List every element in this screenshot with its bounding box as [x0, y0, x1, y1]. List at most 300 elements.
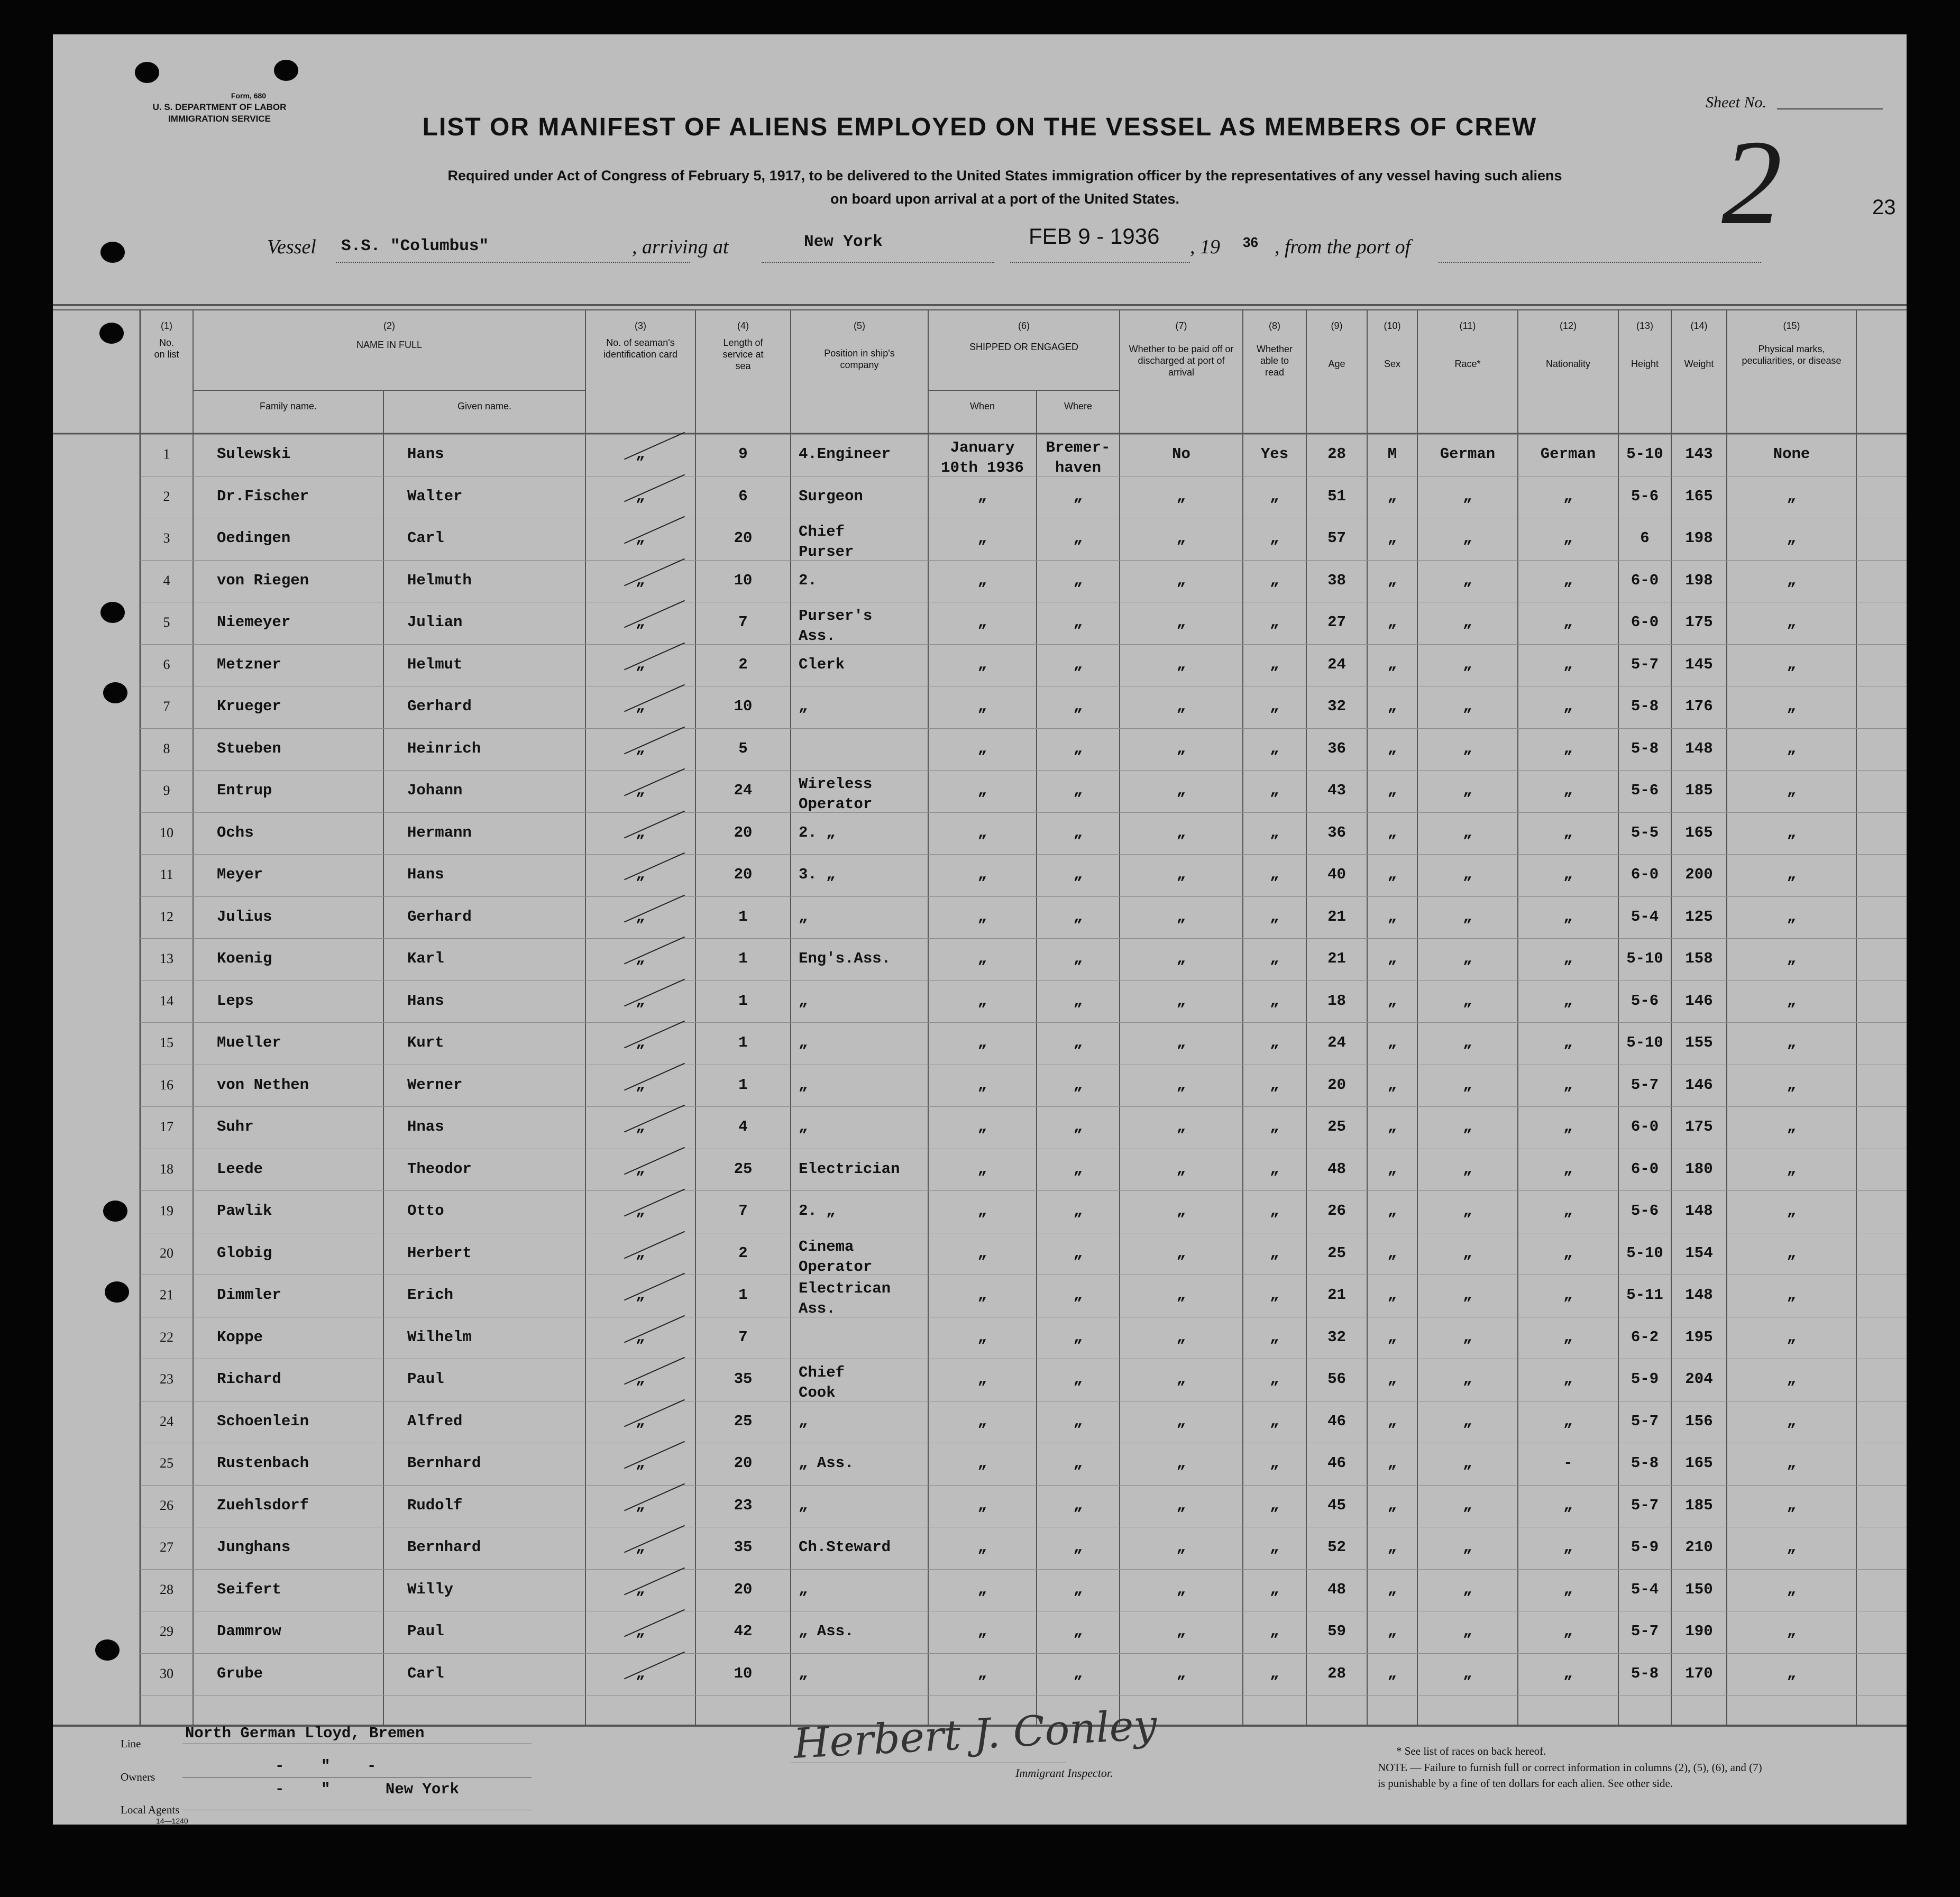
cell-position-line-2: Purser	[799, 543, 854, 561]
cell-shipped-when: „	[977, 655, 987, 673]
cell-paid-off: „	[1176, 866, 1186, 883]
cell-number: 30	[160, 1665, 173, 1681]
cell-given-name: Bernhard	[407, 1454, 481, 1472]
cell-physical-marks: „	[1787, 698, 1797, 715]
cell-sex: „	[1387, 1244, 1397, 1262]
from-port-label: , from the port of	[1275, 236, 1411, 258]
cell-physical-marks: „	[1787, 992, 1797, 1010]
cell-height: 6-0	[1631, 866, 1659, 883]
page-title: LIST OR MANIFEST OF ALIENS EMPLOYED ON THE VESSEL AS MEMBERS OF CREW	[422, 113, 1537, 141]
cell-shipped-where: „	[1073, 739, 1083, 757]
date-line	[1010, 262, 1190, 263]
cell-given-name: Carl	[407, 529, 444, 547]
cell-height: 5-11	[1626, 1286, 1663, 1304]
col-label: Physical marks, peculiarities, or disease	[1742, 344, 1842, 366]
cell-height: 5-7	[1631, 1623, 1659, 1640]
cell-race: „	[1463, 1118, 1472, 1135]
cell-weight: 210	[1685, 1538, 1713, 1556]
cell-sex: M	[1387, 445, 1397, 463]
cell-paid-off: No	[1172, 445, 1190, 463]
cell-service-length: 35	[734, 1538, 753, 1556]
cell-position-line-2: Cook	[799, 1384, 836, 1401]
cell-number: 12	[160, 909, 173, 924]
col-number: (11)	[1459, 320, 1476, 331]
cell-service-length: 1	[738, 1076, 748, 1094]
line-value: North German Lloyd, Bremen	[185, 1725, 425, 1742]
cell-weight: 158	[1685, 950, 1713, 967]
cell-service-length: 10	[734, 571, 753, 589]
cell-position: Purser's	[799, 607, 873, 625]
cell-able-to-read: Yes	[1260, 445, 1289, 463]
cell-able-to-read: „	[1270, 613, 1279, 631]
cell-position: „	[799, 698, 808, 715]
cell-family-name: Sulewski	[217, 445, 291, 463]
cell-paid-off: „	[1176, 1034, 1186, 1051]
col-number: (7)	[1175, 320, 1187, 331]
cell-nationality: „	[1563, 487, 1573, 505]
cell-shipped-where: „	[1073, 782, 1083, 799]
cell-sex: „	[1387, 1412, 1397, 1430]
cell-age: 36	[1327, 739, 1346, 757]
cell-position: „ Ass.	[799, 1623, 854, 1640]
cell-paid-off: „	[1176, 950, 1186, 967]
cell-physical-marks: „	[1787, 866, 1797, 883]
cell-given-name: Hans	[407, 866, 444, 883]
cell-height: 6-0	[1631, 613, 1659, 631]
col-header-13	[1618, 320, 1671, 370]
cell-physical-marks: „	[1787, 1623, 1797, 1640]
cell-age: 28	[1327, 445, 1346, 463]
cell-shipped-when: „	[977, 613, 987, 631]
cell-sex: „	[1387, 655, 1397, 673]
cell-family-name: Zuehlsdorf	[217, 1496, 309, 1514]
col-label: Weight	[1684, 359, 1714, 369]
punch-hole	[274, 60, 298, 81]
cell-height: 5-7	[1631, 1496, 1659, 1514]
cell-number: 7	[163, 699, 170, 714]
cell-shipped-where: „	[1073, 1623, 1083, 1640]
row-divider	[140, 1022, 1907, 1023]
cell-physical-marks: „	[1787, 1370, 1797, 1388]
cell-able-to-read: „	[1270, 1286, 1279, 1304]
cell-able-to-read: „	[1270, 1538, 1279, 1556]
cell-given-name: Paul	[407, 1370, 444, 1388]
local-agents-label: Local Agents	[121, 1803, 180, 1816]
cell-physical-marks: „	[1787, 613, 1797, 631]
cell-card-number: „	[636, 1664, 645, 1682]
cell-height: 5-10	[1626, 950, 1663, 967]
cell-weight: 170	[1685, 1664, 1713, 1682]
cell-card-number: „	[636, 1370, 645, 1388]
cell-weight: 146	[1685, 1076, 1713, 1094]
cell-number: 13	[160, 951, 173, 966]
cell-paid-off: „	[1176, 571, 1186, 589]
cell-service-length: 42	[734, 1623, 753, 1640]
col-header-where: Where	[1064, 401, 1092, 411]
cell-race: „	[1463, 571, 1472, 589]
owners-value: - " -	[275, 1757, 377, 1775]
cell-given-name: Heinrich	[407, 739, 481, 757]
cell-race: „	[1463, 1538, 1472, 1556]
col-label: Whether able to read	[1256, 344, 1293, 378]
cell-shipped-where: „	[1073, 1412, 1083, 1430]
cell-weight: 176	[1685, 698, 1713, 715]
cell-service-length: 20	[734, 866, 753, 883]
cell-shipped-where: „	[1073, 655, 1083, 673]
cell-height: 5-8	[1631, 1664, 1659, 1682]
cell-family-name: Dimmler	[217, 1286, 281, 1304]
arrival-date-stamp: FEB 9 - 1936	[1029, 224, 1160, 249]
cell-nationality: „	[1563, 950, 1573, 967]
cell-sex: „	[1387, 992, 1397, 1010]
cell-sex: „	[1387, 1623, 1397, 1640]
cell-height: 5-6	[1631, 1202, 1659, 1220]
cell-height: 5-5	[1631, 823, 1659, 841]
cell-number: 1	[163, 446, 170, 462]
cell-race: „	[1463, 739, 1472, 757]
cell-sex: „	[1387, 739, 1397, 757]
cell-family-name: Metzner	[217, 655, 281, 673]
cell-card-number: „	[636, 992, 645, 1010]
cell-paid-off: „	[1176, 1664, 1186, 1682]
row-divider	[140, 560, 1907, 561]
cell-nationality: „	[1563, 1623, 1573, 1640]
cell-shipped-where-line-2: haven	[1055, 459, 1101, 476]
cell-paid-off: „	[1176, 698, 1186, 715]
cell-card-number: „	[636, 1412, 645, 1430]
cell-position: Chief	[799, 523, 845, 540]
cell-given-name: Gerhard	[407, 908, 472, 925]
cell-service-length: 2	[738, 655, 748, 673]
cell-height: 5-6	[1631, 782, 1659, 799]
cell-number: 23	[160, 1371, 173, 1387]
cell-number: 10	[160, 824, 173, 840]
cell-card-number: „	[636, 950, 645, 967]
cell-race: „	[1463, 1202, 1472, 1220]
cell-race: „	[1463, 1664, 1472, 1682]
cell-shipped-where: „	[1073, 1202, 1083, 1220]
cell-position: „	[799, 1496, 808, 1514]
cell-physical-marks: „	[1787, 908, 1797, 925]
cell-paid-off: „	[1176, 782, 1186, 799]
col-header-given: Given name.	[457, 401, 512, 411]
cell-given-name: Rudolf	[407, 1496, 463, 1514]
cell-nationality: „	[1563, 655, 1573, 673]
cell-race: „	[1463, 866, 1472, 883]
col-number: (10)	[1384, 320, 1401, 331]
cell-service-length: 6	[738, 487, 748, 505]
cell-nationality: „	[1563, 1160, 1573, 1178]
cell-height: 5-8	[1631, 739, 1659, 757]
cell-given-name: Hans	[407, 445, 444, 463]
cell-physical-marks: „	[1787, 529, 1797, 547]
cell-physical-marks: „	[1787, 1160, 1797, 1178]
cell-height: 5-10	[1626, 1034, 1663, 1051]
cell-age: 32	[1327, 698, 1346, 715]
cell-position: „	[799, 908, 808, 925]
cell-weight: 175	[1685, 613, 1713, 631]
col-number: (12)	[1559, 320, 1577, 331]
cell-age: 51	[1327, 487, 1346, 505]
cell-family-name: Leede	[217, 1160, 263, 1178]
cell-family-name: Krueger	[217, 698, 281, 715]
cell-age: 56	[1327, 1370, 1346, 1388]
cell-physical-marks: „	[1787, 1580, 1797, 1598]
cell-nationality: „	[1563, 1076, 1573, 1094]
cell-nationality: „	[1563, 823, 1573, 841]
col-header-12	[1518, 320, 1618, 370]
cell-nationality: „	[1563, 1580, 1573, 1598]
cell-service-length: 10	[734, 1664, 753, 1682]
cell-age: 57	[1327, 529, 1346, 547]
cell-race: „	[1463, 782, 1472, 799]
cell-sex: „	[1387, 529, 1397, 547]
cell-sex: „	[1387, 1286, 1397, 1304]
cell-card-number: „	[636, 655, 645, 673]
cell-age: 20	[1327, 1076, 1346, 1094]
cell-number: 8	[163, 740, 170, 756]
cell-given-name: Kurt	[407, 1034, 444, 1051]
races-note: * See list of races on back hereof.	[1396, 1745, 1546, 1757]
row-divider	[140, 1106, 1907, 1107]
cell-weight: 125	[1685, 908, 1713, 925]
cell-physical-marks: „	[1787, 1454, 1797, 1472]
cell-card-number: „	[636, 782, 645, 799]
row-divider	[140, 644, 1907, 645]
cell-nationality: „	[1563, 1244, 1573, 1262]
cell-given-name: Alfred	[407, 1412, 463, 1430]
cell-height: 5-9	[1631, 1370, 1659, 1388]
cell-given-name: Bernhard	[407, 1538, 481, 1556]
cell-shipped-where: „	[1073, 613, 1083, 631]
cell-number: 19	[160, 1203, 173, 1218]
cell-height: 5-8	[1631, 698, 1659, 715]
cell-service-length: 1	[738, 1286, 748, 1304]
cell-height: 5-7	[1631, 1076, 1659, 1094]
cell-paid-off: „	[1176, 529, 1186, 547]
cell-race: „	[1463, 655, 1472, 673]
cell-given-name: Johann	[407, 782, 463, 799]
col-number: (13)	[1636, 320, 1653, 331]
cell-given-name: Otto	[407, 1202, 444, 1220]
cell-sex: „	[1387, 1538, 1397, 1556]
col-label: Whether to be paid off or discharged at port of arrival	[1129, 344, 1234, 378]
cell-able-to-read: „	[1270, 1076, 1279, 1094]
cell-height: 5-7	[1631, 655, 1659, 673]
cell-able-to-read: „	[1270, 1454, 1279, 1472]
cell-family-name: Mueller	[217, 1034, 281, 1051]
cell-paid-off: „	[1176, 823, 1186, 841]
cell-card-number: „	[636, 866, 645, 883]
cell-height: 5-10	[1626, 445, 1663, 463]
cell-able-to-read: „	[1270, 782, 1279, 799]
cell-weight: 195	[1685, 1328, 1713, 1346]
cell-shipped-when: „	[977, 1580, 987, 1598]
cell-able-to-read: „	[1270, 739, 1279, 757]
cell-family-name: Seifert	[217, 1580, 281, 1598]
cell-family-name: Globig	[217, 1244, 272, 1262]
cell-shipped-when: „	[977, 1076, 987, 1094]
vessel-name-line	[336, 262, 690, 263]
cell-able-to-read: „	[1270, 571, 1279, 589]
cell-able-to-read: „	[1270, 1202, 1279, 1220]
cell-card-number: „	[636, 739, 645, 757]
cell-height: 6-2	[1631, 1328, 1659, 1346]
col-number: (3)	[635, 320, 646, 331]
cell-race: „	[1463, 613, 1472, 631]
row-divider	[140, 1569, 1907, 1570]
cell-family-name: Dr.Fischer	[217, 487, 309, 505]
col-number: (4)	[737, 320, 749, 331]
cell-race: „	[1463, 1580, 1472, 1598]
cell-age: 28	[1327, 1664, 1346, 1682]
cell-paid-off: „	[1176, 655, 1186, 673]
cell-service-length: 24	[734, 782, 753, 799]
col-header-8	[1243, 320, 1306, 378]
cell-able-to-read: „	[1270, 655, 1279, 673]
arriving-label: , arriving at	[632, 236, 729, 258]
cell-weight: 185	[1685, 1496, 1713, 1514]
col-header-11	[1417, 320, 1518, 370]
cell-position: Electrician	[799, 1160, 900, 1178]
cell-physical-marks: „	[1787, 1496, 1797, 1514]
cell-shipped-where: „	[1073, 1160, 1083, 1178]
cell-paid-off: „	[1176, 992, 1186, 1010]
cell-able-to-read: „	[1270, 1160, 1279, 1178]
cell-position: Surgeon	[799, 487, 863, 505]
cell-shipped-where: „	[1073, 1454, 1083, 1472]
cell-age: 27	[1327, 613, 1346, 631]
cell-nationality: „	[1563, 1412, 1573, 1430]
row-divider	[140, 1485, 1907, 1486]
cell-weight: 198	[1685, 571, 1713, 589]
cell-card-number: „	[636, 1538, 645, 1556]
cell-number: 18	[160, 1161, 173, 1177]
cell-age: 43	[1327, 782, 1346, 799]
cell-shipped-where: „	[1073, 1664, 1083, 1682]
row-divider	[140, 1190, 1907, 1191]
cell-given-name: Hans	[407, 992, 444, 1010]
cell-given-name: Hnas	[407, 1118, 444, 1135]
cell-race: „	[1463, 1160, 1472, 1178]
cell-age: 26	[1327, 1202, 1346, 1220]
col-number: (1)	[161, 320, 172, 331]
cell-given-name: Walter	[407, 487, 463, 505]
cell-race: „	[1463, 1370, 1472, 1388]
col-label: No. of seaman's identification card	[603, 337, 678, 360]
cell-nationality: -	[1563, 1454, 1573, 1472]
form-number: Form, 680	[231, 91, 267, 100]
cell-shipped-when: „	[977, 1328, 987, 1346]
col-header-family: Family name.	[259, 401, 317, 411]
cell-position-line-2: Ass.	[799, 627, 836, 645]
row-divider	[140, 770, 1907, 771]
cell-age: 24	[1327, 1034, 1346, 1051]
cell-nationality: „	[1563, 1496, 1573, 1514]
cell-weight: 185	[1685, 782, 1713, 799]
cell-service-length: 7	[738, 613, 748, 631]
cell-number: 27	[160, 1539, 173, 1555]
row-divider	[140, 938, 1907, 939]
cell-card-number: „	[636, 1118, 645, 1135]
cell-shipped-where: „	[1073, 571, 1083, 589]
cell-service-length: 1	[738, 908, 748, 925]
cell-service-length: 35	[734, 1370, 753, 1388]
cell-age: 52	[1327, 1538, 1346, 1556]
col-label: Length of service at sea	[722, 337, 764, 371]
cell-service-length: 1	[738, 1034, 748, 1051]
cell-given-name: Erich	[407, 1286, 454, 1304]
cell-shipped-when: January	[950, 439, 1015, 456]
cell-family-name: Junghans	[217, 1538, 291, 1556]
cell-given-name: Gerhard	[407, 698, 472, 715]
cell-position: „	[799, 1118, 808, 1135]
cell-card-number: „	[636, 1160, 645, 1178]
cell-nationality: „	[1563, 571, 1573, 589]
cell-physical-marks: „	[1787, 1412, 1797, 1430]
cell-paid-off: „	[1176, 1538, 1186, 1556]
cell-shipped-when: „	[977, 1034, 987, 1051]
cell-weight: 204	[1685, 1370, 1713, 1388]
cell-card-number: „	[636, 445, 645, 463]
cell-weight: 150	[1685, 1580, 1713, 1598]
requirement-text	[264, 164, 1745, 210]
cell-service-length: 10	[734, 698, 753, 715]
cell-physical-marks: „	[1787, 1664, 1797, 1682]
cell-shipped-when: „	[977, 698, 987, 715]
year-suffix: 36	[1243, 234, 1258, 250]
cell-race: „	[1463, 1496, 1472, 1514]
cell-shipped-when: „	[977, 1370, 987, 1388]
arrival-port: New York	[804, 233, 883, 251]
cell-family-name: Koppe	[217, 1328, 263, 1346]
cell-number: 26	[160, 1497, 173, 1513]
cell-position: „	[799, 1580, 808, 1598]
cell-shipped-when: „	[977, 739, 987, 757]
sheet-number-line	[1777, 108, 1883, 109]
cell-age: 24	[1327, 655, 1346, 673]
cell-age: 48	[1327, 1580, 1346, 1598]
cell-shipped-when-line-2: 10th 1936	[941, 459, 1024, 476]
col-header-6	[928, 320, 1120, 353]
cell-family-name: von Riegen	[217, 571, 309, 589]
cell-shipped-when: „	[977, 1412, 987, 1430]
cell-family-name: Grube	[217, 1664, 263, 1682]
cell-position: 2. „	[799, 823, 836, 841]
cell-service-length: 4	[738, 1118, 748, 1135]
cell-shipped-where: „	[1073, 1538, 1083, 1556]
cell-card-number: „	[636, 529, 645, 547]
cell-weight: 190	[1685, 1623, 1713, 1640]
cell-weight: 154	[1685, 1244, 1713, 1262]
cell-given-name: Hermann	[407, 823, 472, 841]
cell-physical-marks: „	[1787, 1538, 1797, 1556]
cell-family-name: Schoenlein	[217, 1412, 309, 1430]
cell-position: Eng's.Ass.	[799, 950, 891, 967]
cell-paid-off: „	[1176, 739, 1186, 757]
cell-given-name: Carl	[407, 1664, 444, 1682]
cell-card-number: „	[636, 1244, 645, 1262]
cell-age: 36	[1327, 823, 1346, 841]
cell-physical-marks: „	[1787, 1286, 1797, 1304]
cell-height: 6-0	[1631, 1118, 1659, 1135]
cell-nationality: „	[1563, 698, 1573, 715]
col-header-14	[1671, 320, 1727, 370]
cell-shipped-where: „	[1073, 529, 1083, 547]
cell-card-number: „	[636, 487, 645, 505]
cell-number: 20	[160, 1245, 173, 1261]
cell-number: 15	[160, 1035, 173, 1050]
